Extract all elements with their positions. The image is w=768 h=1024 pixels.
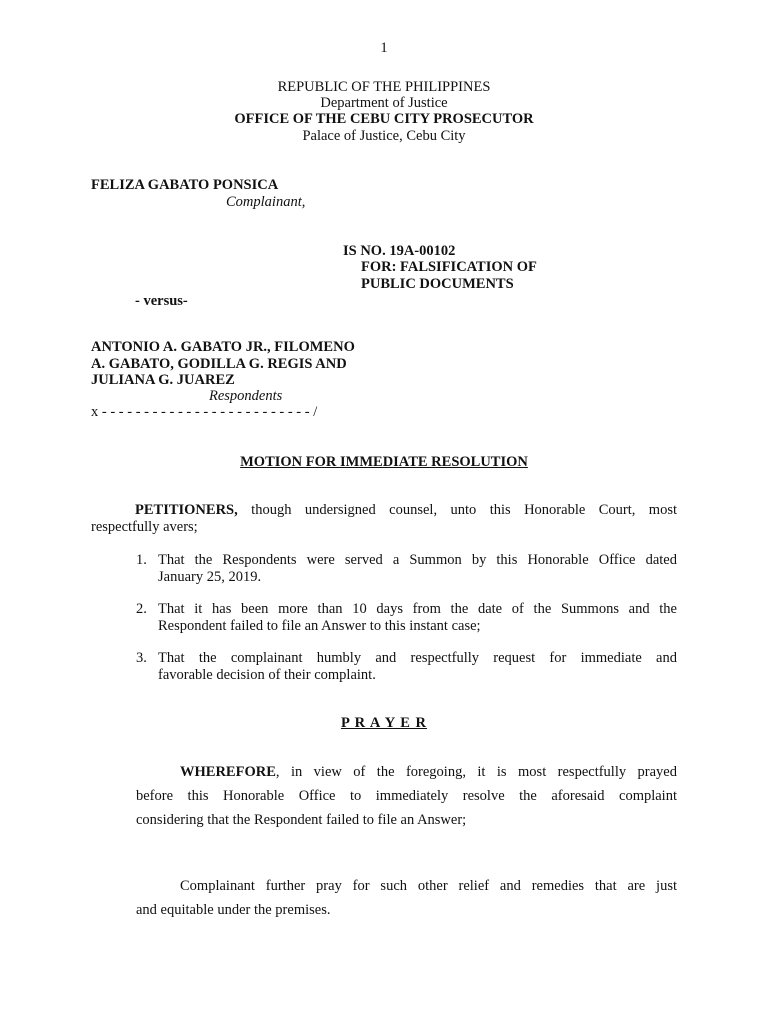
- further-line2: and equitable under the premises.: [136, 902, 331, 918]
- complainant-name: FELIZA GABATO PONSICA: [91, 177, 279, 193]
- list-item: [158, 552, 677, 586]
- list-item: [158, 601, 677, 635]
- respondents-line3: JULIANA G. JUAREZ: [91, 372, 235, 388]
- header-department: Department of Justice: [320, 95, 448, 111]
- wherefore-rest: , in view of the foregoing, it is most respectfully prayed: [275, 764, 677, 780]
- complainant-role: Complainant,: [226, 194, 306, 210]
- respondents-role: Respondents: [209, 388, 283, 404]
- list-item-line2: favorable decision of their complaint.: [158, 667, 376, 683]
- prayer-title: P R A Y E R: [340, 715, 428, 731]
- wherefore-lead: WHEREFORE: [180, 764, 276, 780]
- page-number: 1: [380, 40, 388, 56]
- list-item-line1: That the complainant humbly and respectfully request for immediate and: [158, 650, 677, 666]
- list-item-line1: That the Respondents were served a Summon by this Honorable Office dated: [158, 552, 677, 568]
- intro-line1: [91, 502, 677, 519]
- list-item-number: 2.: [136, 601, 147, 617]
- intro-line2: respectfully avers;: [91, 519, 198, 535]
- header-address: Palace of Justice, Cebu City: [302, 128, 466, 144]
- case-charge-line1: FOR: FALSIFICATION OF: [361, 259, 537, 275]
- list-item-line2: January 25, 2019.: [158, 569, 262, 585]
- wherefore-paragraph: [136, 760, 677, 832]
- motion-title: MOTION FOR IMMEDIATE RESOLUTION: [240, 454, 528, 470]
- caption-separator: x - - - - - - - - - - - - - - - - - - - - - - - - - /: [91, 404, 318, 420]
- header-republic: REPUBLIC OF THE PHILIPPINES: [277, 79, 491, 95]
- wherefore-line2: before this Honorable Office to immediately resolve the aforesaid complaint: [136, 788, 677, 804]
- header-office: OFFICE OF THE CEBU CITY PROSECUTOR: [234, 111, 534, 127]
- intro-paragraph: [91, 502, 677, 536]
- further-line1: Complainant further pray for such other relief and remedies that are just: [180, 878, 677, 894]
- wherefore-line1: [136, 760, 677, 784]
- case-charge-line2: PUBLIC DOCUMENTS: [361, 276, 514, 292]
- respondents-line2: A. GABATO, GODILLA G. REGIS AND: [91, 356, 347, 372]
- intro-lead: PETITIONERS,: [135, 502, 238, 518]
- list-item-number: 3.: [136, 650, 147, 666]
- list-item: [158, 650, 677, 684]
- intro-rest: though undersigned counsel, unto this Honorable Court, most: [237, 502, 677, 518]
- respondents-line1: ANTONIO A. GABATO JR., FILOMENO: [91, 339, 355, 355]
- list-item-number: 1.: [136, 552, 147, 568]
- list-item-line2: Respondent failed to file an Answer to this instant case;: [158, 618, 481, 634]
- wherefore-line3: considering that the Respondent failed to file an Answer;: [136, 812, 467, 828]
- list-item-line1: That it has been more than 10 days from the date of the Summons and the: [158, 601, 677, 617]
- versus-label: - versus-: [135, 293, 188, 309]
- further-prayer-paragraph: [136, 874, 677, 922]
- case-number: IS NO. 19A-00102: [343, 243, 456, 259]
